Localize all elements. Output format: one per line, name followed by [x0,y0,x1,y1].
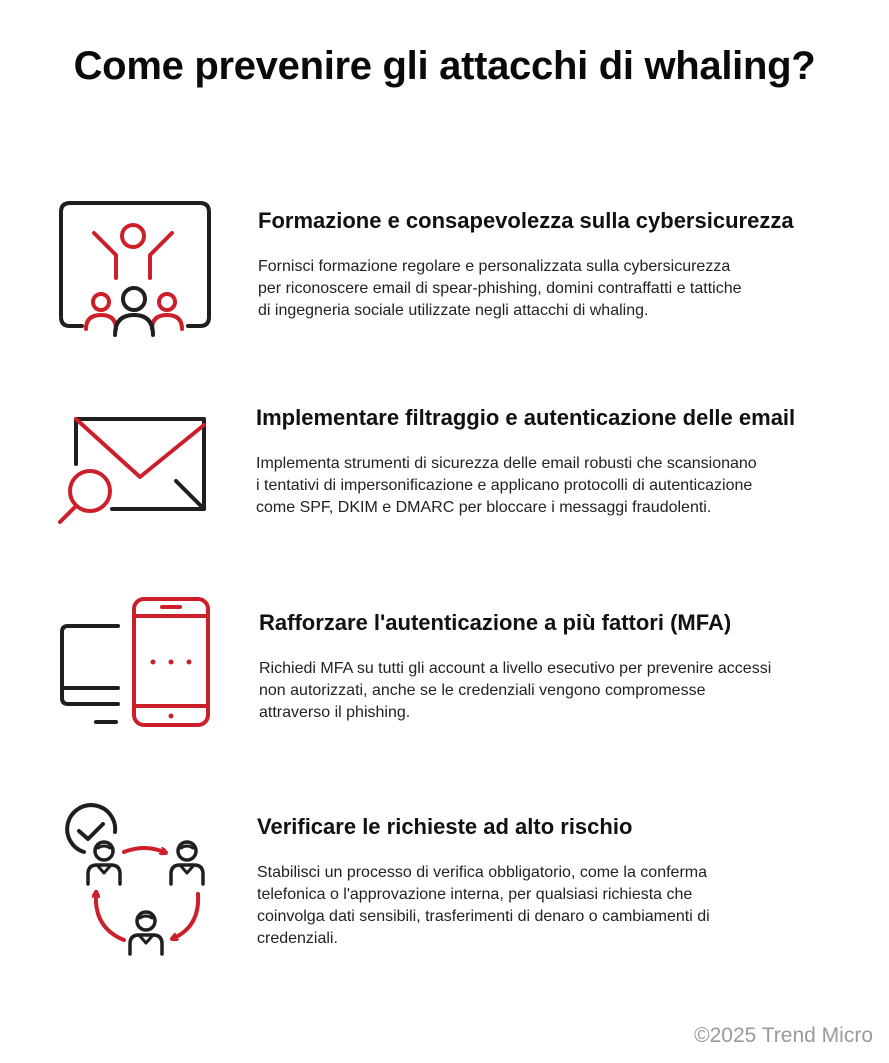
section-description: Richiedi MFA su tutti gli account a livello esecutivo per prevenire accessi non autorizzati, anche se le credenziali vengono compromesse attraverso il phishing. [259,660,772,721]
section-description: Stabilisci un processo di verifica obbligatorio, come la conferma telefonica o l'approvazione interna, per qualsiasi richiesta che coinvolga dati sensibili, trasferimenti di denaro o cambiamenti di credenziali. [257,864,710,947]
section-heading: Verificare le richieste ad alto rischio [257,814,633,839]
email-magnifier-icon [54,414,210,530]
page-title: Come prevenire gli attacchi di whaling? [73,44,816,88]
section-heading: Formazione e consapevolezza sulla cybersicurezza [258,208,794,233]
devices-mfa-icon [58,596,214,730]
section-description: Fornisci formazione regolare e personalizzata sulla cybersicurezza per riconoscere email di spear-phishing, domini contraffatti e tattiche di ingegneria sociale utilizzate negli attacchi di whaling. [258,258,742,319]
section-heading: Implementare filtraggio e autenticazione delle email [256,405,796,430]
group-training-icon [56,198,214,340]
verification-cycle-icon [60,802,216,962]
section-heading: Rafforzare l'autenticazione a più fattori (MFA) [259,610,732,635]
copyright-text: ©2025 Trend Micro [694,1024,873,1047]
section-description: Implementa strumenti di sicurezza delle email robusti che scansionano i tentativi di impersonificazione e applicano protocolli di autenticazione come SPF, DKIM e DMARC per bloccare i messaggi fraudolenti. [256,455,757,516]
